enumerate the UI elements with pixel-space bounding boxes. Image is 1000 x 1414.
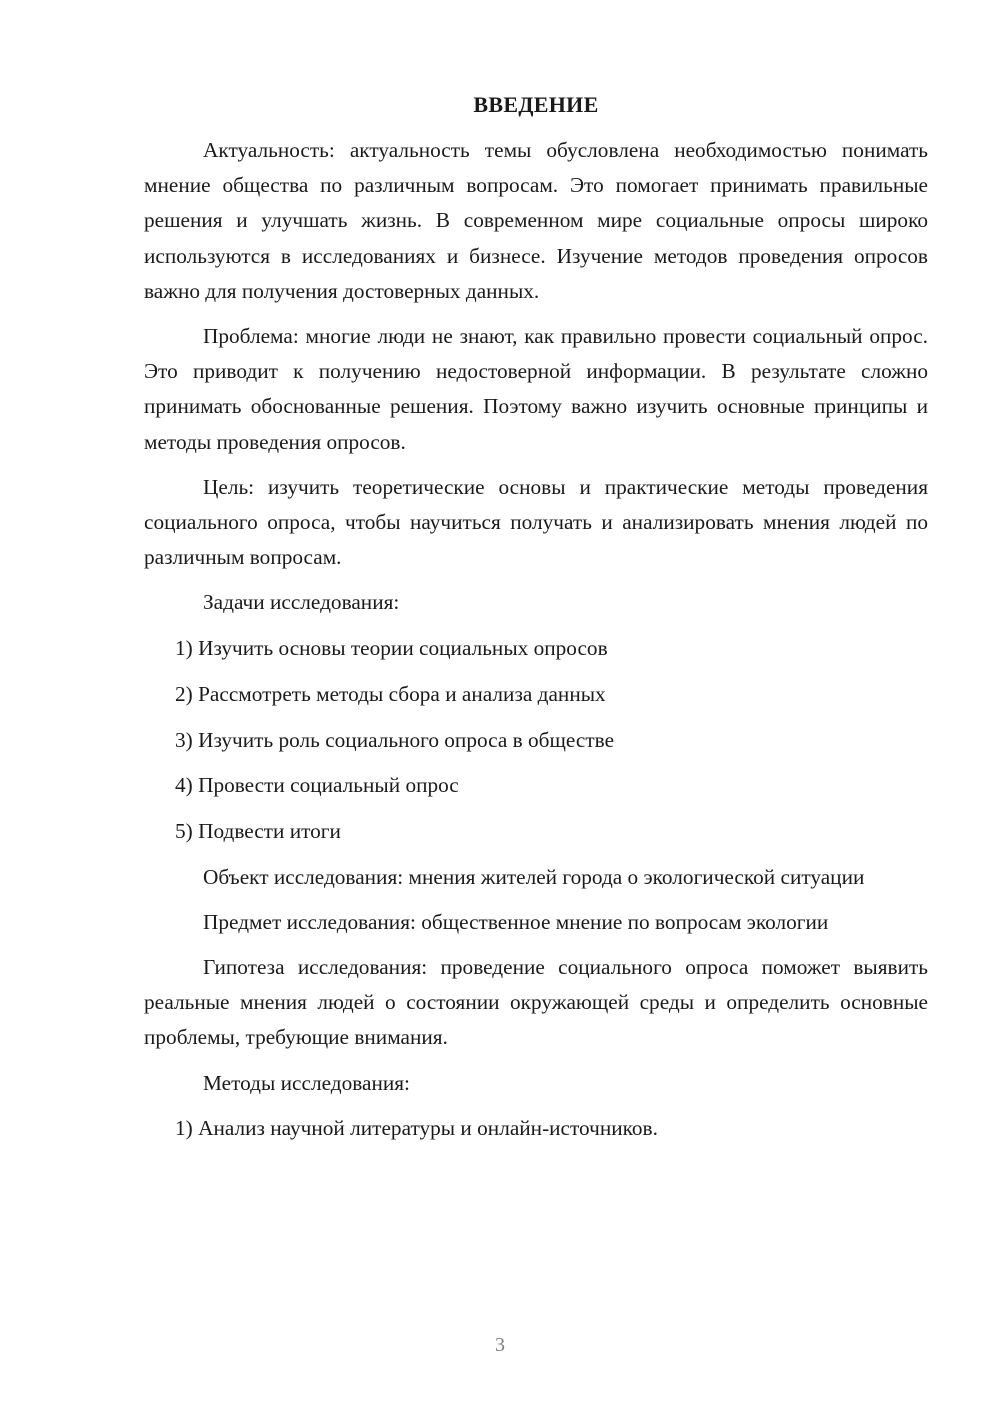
- paragraph-subject: Предмет исследования: общественное мнение по вопросам экологии: [203, 909, 829, 934]
- page-number: 3: [495, 1334, 505, 1356]
- section-heading: ВВЕДЕНИЕ: [473, 92, 599, 117]
- task-item: 3) Изучить роль социального опроса в обществе: [175, 727, 615, 752]
- tasks-title: Задачи исследования:: [203, 590, 400, 615]
- methods-title: Методы исследования:: [203, 1070, 410, 1095]
- paragraph-relevance: Актуальность: актуальность темы обусловлена необходимостью понимать мнение общества по различным вопросам. Это помогает принимать правильные решения и улучшать жизнь. В современном мире социальные опросы широко используются в исследованиях и бизнесе. Изучение методов проведения опросов важно для получения достоверных данных.: [144, 138, 928, 303]
- paragraph-hypothesis: Гипотеза исследования: проведение социального опроса поможет выявить реальные мнения людей о состоянии окружающей среды и определить основные проблемы, требующие внимания.: [144, 955, 928, 1050]
- document-page: [144, 90, 928, 1147]
- paragraph-problem: Проблема: многие люди не знают, как правильно провести социальный опрос. Это приводит к получению недостоверной информации. В результате сложно принимать обоснованные решения. Поэтому важно изучить основные принципы и методы проведения опросов.: [144, 324, 928, 454]
- task-item: 4) Провести социальный опрос: [175, 773, 459, 798]
- paragraph-object: Объект исследования: мнения жителей города о экологической ситуации: [203, 864, 865, 889]
- method-item: 1) Анализ научной литературы и онлайн-источников.: [175, 1116, 658, 1141]
- paragraph-goal: Цель: изучить теоретические основы и практические методы проведения социального опроса, чтобы научиться получать и анализировать мнения людей по различным вопросам.: [144, 474, 928, 570]
- task-item: 2) Рассмотреть методы сбора и анализа данных: [175, 681, 606, 706]
- task-item: 5) Подвести итоги: [175, 818, 341, 843]
- task-item: 1) Изучить основы теории социальных опросов: [175, 636, 608, 661]
